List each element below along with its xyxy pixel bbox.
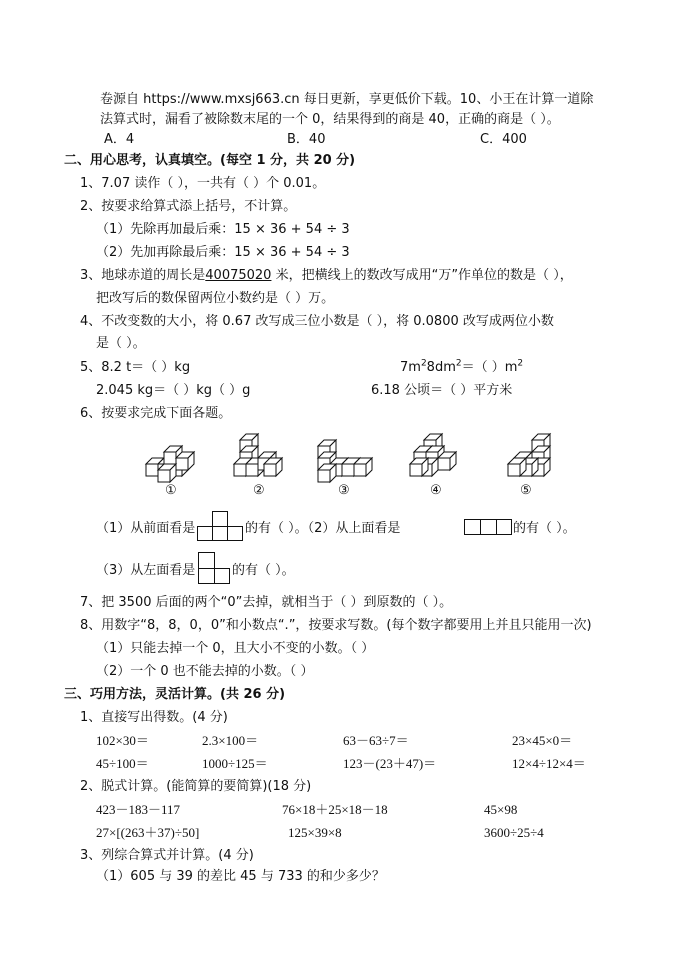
question-2-2: 2、按要求给算式添上括号，不计算。 [80, 199, 297, 214]
question-2-3: 3、地球赤道的周长是40075020 米，把横线上的数改写成用“万”作单位的数是（ ）， [80, 268, 573, 283]
question-2-4-b: 是（ ）。 [96, 336, 146, 351]
figure-label-1: ① [165, 482, 177, 497]
front-view-shape [197, 511, 243, 541]
question-2-3-b: 把改写后的数保留两位小数约是（ ）万。 [96, 291, 335, 306]
calc-1-item: 102×30＝ [96, 733, 149, 748]
calc-2-item: 45×98 [484, 802, 518, 817]
choice-b: B．40 [287, 132, 326, 147]
question-2-8: 8、用数字“8，8，0，0”和小数点“.”，按要求写数。(每个数字都要用上并且只能用一次) [80, 618, 592, 633]
figure-label-5: ⑤ [520, 482, 532, 497]
question-2-6-3-post: 的有（ ）。 [232, 563, 295, 578]
question-2-2-2: （2）先加再除最后乘：15 × 36 + 54 ÷ 3 [96, 245, 350, 260]
question-2-2-1: （1）先除再加最后乘：15 × 36 + 54 ÷ 3 [96, 222, 350, 237]
calc-2-item: 423－183－117 [96, 802, 181, 817]
calc-1-item: 12×4÷12×4＝ [512, 756, 586, 771]
calc-2-item: 76×18＋25×18－18 [282, 802, 388, 817]
underlined-number: 40075020 [205, 268, 272, 283]
top-view-shape [464, 519, 512, 535]
question-2-5-d: 6.18 公顷＝（ ）平方米 [371, 383, 513, 398]
calc-1-item: 123－(23＋47)＝ [343, 756, 437, 771]
calc-1-item: 63－63÷7＝ [343, 733, 409, 748]
figure-5 [508, 434, 550, 476]
question-2-6-1-pre: （1）从前面看是 [96, 521, 196, 536]
calc-2-title: 2、脱式计算。(能简算的要简算)(18 分) [80, 779, 312, 794]
calc-1-item: 23×45×0＝ [512, 733, 573, 748]
question-2-1: 1、7.07 读作（ ），一共有（ ）个 0.01。 [80, 176, 326, 191]
calc-1-item: 2.3×100＝ [202, 733, 259, 748]
question-2-6-3-pre: （3）从左面看是 [96, 563, 196, 578]
question-2-7: 7、把 3500 后面的两个“0”去掉，就相当于（ ）到原数的（ ）。 [80, 595, 453, 610]
question-2-5-a: 5、8.2 t＝（ ）kg [80, 360, 191, 375]
figure-2 [234, 434, 282, 476]
question-2-6-1-mid: 的有（ ）。（2）从上面看是 [245, 521, 401, 536]
figure-label-4: ④ [430, 482, 442, 497]
question-10-text: 法算式时，漏看了被除数末尾的一个 0，结果得到的商是 40，正确的商是（ ）。 [100, 112, 560, 127]
question-2-8-1: （1）只能去掉一个 0，且大小不变的小数。（ ） [96, 641, 375, 656]
calc-1-item: 1000÷125＝ [202, 756, 268, 771]
section-3-title: 三、巧用方法，灵活计算。(共 26 分) [64, 687, 286, 702]
calc-1-item: 45÷100＝ [96, 756, 149, 771]
figure-label-2: ② [253, 482, 265, 497]
figure-3 [318, 440, 372, 482]
question-2-4: 4、不改变数的大小，将 0.67 改写成三位小数是（ ），将 0.0800 改写成两位小数 [80, 314, 554, 329]
question-2-6: 6、按要求完成下面各题。 [80, 406, 232, 421]
choice-c: C．400 [480, 132, 527, 147]
question-2-8-2: （2）一个 0 也不能去掉的小数。（ ） [96, 664, 314, 679]
calc-2-item: 27×[(263＋37)÷50] [96, 825, 200, 840]
calc-3-1: （1）605 与 39 的差比 45 与 733 的和少多少？ [96, 869, 385, 884]
calc-2-item: 125×39×8 [288, 825, 342, 840]
section-2-title: 二、用心思考，认真填空。(每空 1 分，共 20 分) [64, 153, 356, 168]
cube-figures [130, 428, 570, 500]
figure-1 [146, 446, 194, 482]
choice-a: A．4 [104, 132, 135, 147]
figure-4 [410, 434, 456, 476]
question-2-6-2-post: 的有（ ）。 [513, 521, 576, 536]
source-line: 卷源自 https://www.mxsj663.cn 每日更新，享更低价下载。10、小王在计算一道除 [100, 92, 594, 107]
question-2-5-c: 2.045 kg＝（ ）kg（ ）g [96, 383, 251, 398]
left-view-shape [198, 552, 230, 584]
question-2-5-b: $7m^28dm^2=$（ ）$m^2$ [400, 358, 524, 375]
figure-label-3: ③ [338, 482, 350, 497]
calc-3-title: 3、列综合算式并计算。(4 分) [80, 848, 254, 863]
calc-2-item: 3600÷25÷4 [484, 825, 544, 840]
calc-1-title: 1、直接写出得数。(4 分) [80, 710, 228, 725]
